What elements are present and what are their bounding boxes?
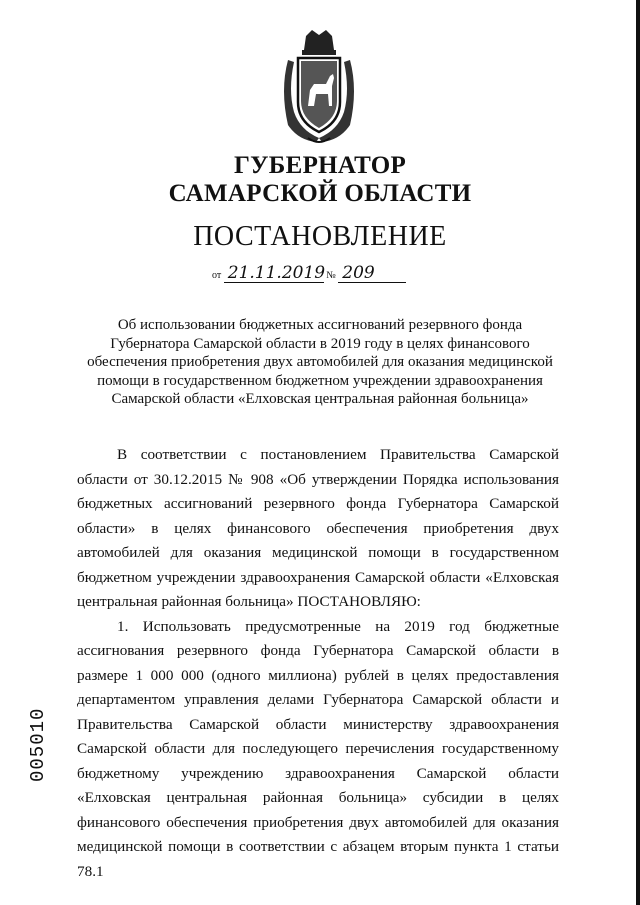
decree-date: 21.11.2019 <box>224 264 324 283</box>
coat-of-arms-icon <box>278 30 360 148</box>
decree-date-line <box>212 264 406 284</box>
decree-number: 209 <box>338 264 406 283</box>
authority-title-line-1: ГУБЕРНАТОР <box>233 152 407 179</box>
preamble-paragraph: В соответствии с постановлением Правительства Самарской области от 30.12.2015 № 908 «Об утверждении Порядка использования бюджетных ассигнований резервного фонда Губернатора Самарской области» в целях финансового обеспечения приобретения двух автомобилей для оказания медицинской помощи в государственном бюджетном учреждении здравоохранения Самарской области «Елховская центральная районная больница» ПОСТАНОВЛЯЮ: <box>77 446 559 610</box>
margin-stamp: 005010 <box>27 707 49 782</box>
decree-subject: Об использовании бюджетных ассигнований резервного фонда Губернатора Самарской области в 2019 году в целях финансового обеспечения приобретения двух автомобилей для оказания медицинской помощи в государственном бюджетном учреждении здравоохранения Самарской области «Елховская центральная районная больница» <box>87 317 553 408</box>
authority-title-line-2: САМАРСКОЙ ОБЛАСТИ <box>168 180 472 207</box>
date-prefix: от <box>212 270 222 281</box>
decree-body <box>77 443 559 884</box>
number-prefix: № <box>326 270 336 281</box>
scan-edge <box>636 0 640 905</box>
clause-1-paragraph: 1. Использовать предусмотренные на 2019 год бюджетные ассигнования резервного фонда Губернатора Самарской области в размере 1 000 000 (одного миллиона) рублей в целях предоставления департаментом управления делами Губернатора Самарской области и Правительства Самарской области министерству здравоохранения Самарской области для последующего перечисления государственному бюджетному учреждению здравоохранения Самарской области «Елховская центральная районная больница» субсидии в целях финансового обеспечения приобретения двух автомобилей для оказания медицинской помощи в соответствии с абзацем вторым пункта 1 статьи 78.1 <box>77 617 559 880</box>
decree-type: ПОСТАНОВЛЕНИЕ <box>193 221 447 252</box>
